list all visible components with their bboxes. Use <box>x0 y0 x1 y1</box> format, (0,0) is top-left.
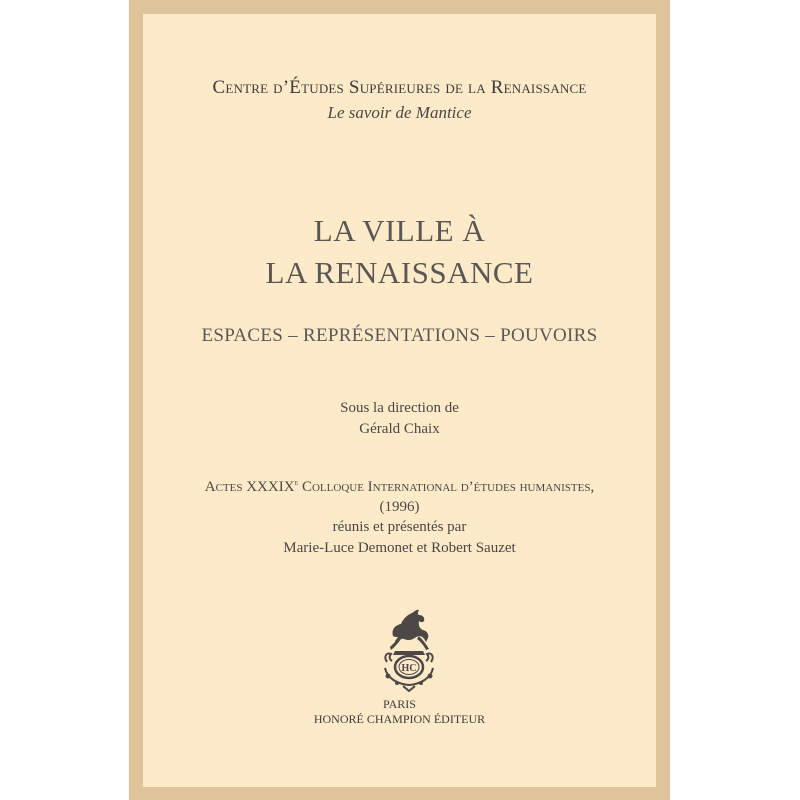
institution-name: Centre d’Études Supérieures de la Renaissance <box>212 77 587 98</box>
title-line-2: LA RENAISSANCE <box>265 255 534 290</box>
proceedings-superscript: e <box>294 478 299 487</box>
proceedings-prefix: Actes XXXIX <box>204 479 295 495</box>
presenters-names: Marie-Luce Demonet et Robert Sauzet <box>283 540 516 556</box>
book-cover <box>129 0 670 800</box>
logo-monogram: HC <box>401 663 417 674</box>
imprint-publisher: HONORÉ CHAMPION ÉDITEUR <box>313 712 486 726</box>
title-line-1: LA VILLE À <box>313 213 486 248</box>
editor-name: Gérald Chaix <box>359 421 440 437</box>
publisher-horse-emblem-icon <box>379 606 439 692</box>
proceedings-rest: Colloque International d’études humanistes, <box>298 479 595 495</box>
proceedings-year: (1996) <box>379 499 420 515</box>
book-title <box>143 210 656 294</box>
cover-panel <box>143 14 656 787</box>
direction-label: Sous la direction de <box>340 400 459 416</box>
book-subtitle: ESPACES – REPRÉSENTATIONS – POUVOIRS <box>201 325 598 346</box>
gathered-by-label: réunis et présentés par <box>332 519 467 535</box>
proceedings-title <box>143 478 656 496</box>
imprint-city: PARIS <box>383 697 416 711</box>
series-tagline: Le savoir de Mantice <box>327 103 472 122</box>
